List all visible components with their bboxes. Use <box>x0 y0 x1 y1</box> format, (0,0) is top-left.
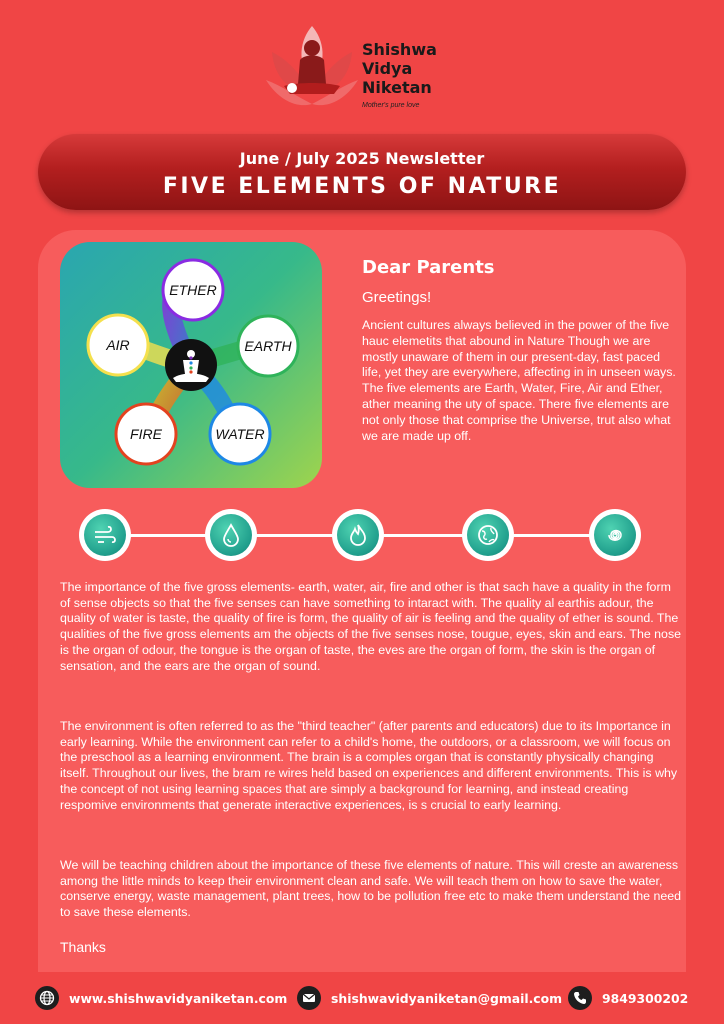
newsletter-title: FIVE ELEMENTS OF NATURE <box>162 174 562 199</box>
five-elements-swirl <box>60 242 322 488</box>
ether-label: ETHER <box>169 282 217 298</box>
lotus-mother-child-icon <box>262 22 362 118</box>
wind-icon <box>79 509 131 561</box>
body-paragraph-2: The environment is often referred to as the "third teacher" (after parents and educators) due to its Importance in early learning. While the environment can refer to a child's home, the outdoors, or a classroom, we will focus on the preschool as a learning environment. The brain is a comples organ that is constantly physically changing itself. Throughout our lives, the bram re wires held based on experiences and different environments. This is why the concept of not using learning spaces that are simply a background for learning, and instead creating respomive environments that generate interactive experiences, is s crucial to early learning. <box>60 719 678 812</box>
water-label: WATER <box>215 426 265 442</box>
greeting-title: Dear Parents <box>362 257 495 278</box>
intro-paragraph: Ancient cultures always believed in the power of the five hauc elemetits that abound in Nature Though we are mostly unaware of them in our present-day, fast paced life, yet they are everywhere, affecting in in unseen ways. The five elements are Earth, Water, Fire, Air and Ether, ather meaning the uty of space. There five elements are not only those that comprise the Universe, trut also what we are made up off. <box>362 318 676 443</box>
fire-bubble <box>116 404 176 464</box>
phone-text: 9849300202 <box>602 990 689 1006</box>
air-bubble <box>88 315 148 375</box>
water-bubble <box>210 404 270 464</box>
ether-bubble <box>163 260 223 320</box>
five-elements-graphic <box>60 242 322 488</box>
newsletter-subtitle: June / July 2025 Newsletter <box>239 149 485 168</box>
body-paragraph-3: We will be teaching children about the importance of these five elements of nature. This will creste an awareness among the little minds to keep their environment clean and safe. We will teach them on how to save the water, conserve energy, waste management, plant trees, how to be pollution free etc to make them understand the need to save these elements. <box>60 858 682 920</box>
body-paragraph-1: The importance of the five gross elements- earth, water, air, fire and other is that sach have a quality in the form of sense objects so that the five senses can have something to intaract with. The quality al earthis adour, the quality of water is taste, the quality of fire is form, the quality of air is feeling and the quality of ether is sound. The qualities of the five gross elements am the objects of the five senses nose, tougue, eyes, skin and ears. The nose is the organ of odour, the tongue is the organ of taste, the eves are the organ of form, the skin is the organ of sensation, and the ears are the organ of sound. <box>60 580 682 673</box>
fire-label: FIRE <box>130 426 162 442</box>
email-text: shishwavidyaniketan@gmail.com <box>331 990 563 1006</box>
globe-icon <box>35 986 59 1010</box>
school-tagline: Mother's pure love <box>362 102 420 109</box>
earth-globe-icon <box>462 509 514 561</box>
closing-thanks: Thanks <box>60 939 106 955</box>
spiral-ether-icon <box>589 509 641 561</box>
school-name-line2: Vidya <box>362 59 413 78</box>
title-banner <box>38 134 686 210</box>
fire-icon <box>332 509 384 561</box>
school-logo <box>262 22 482 118</box>
website-text: www.shishwavidyaniketan.com <box>69 990 288 1006</box>
school-name <box>362 40 437 97</box>
email-link[interactable] <box>297 986 562 1010</box>
air-label: AIR <box>106 337 130 353</box>
school-name-line1: Shishwa <box>362 40 437 59</box>
contact-footer <box>0 982 724 1014</box>
mail-icon <box>297 986 321 1010</box>
phone-icon <box>568 986 592 1010</box>
phone-link[interactable] <box>568 986 688 1010</box>
earth-label: EARTH <box>244 338 292 354</box>
greeting-subtitle: Greetings! <box>362 289 432 306</box>
website-link[interactable] <box>35 986 287 1010</box>
water-drop-icon <box>205 509 257 561</box>
school-name-line3: Niketan <box>362 78 432 97</box>
earth-bubble <box>238 316 298 376</box>
